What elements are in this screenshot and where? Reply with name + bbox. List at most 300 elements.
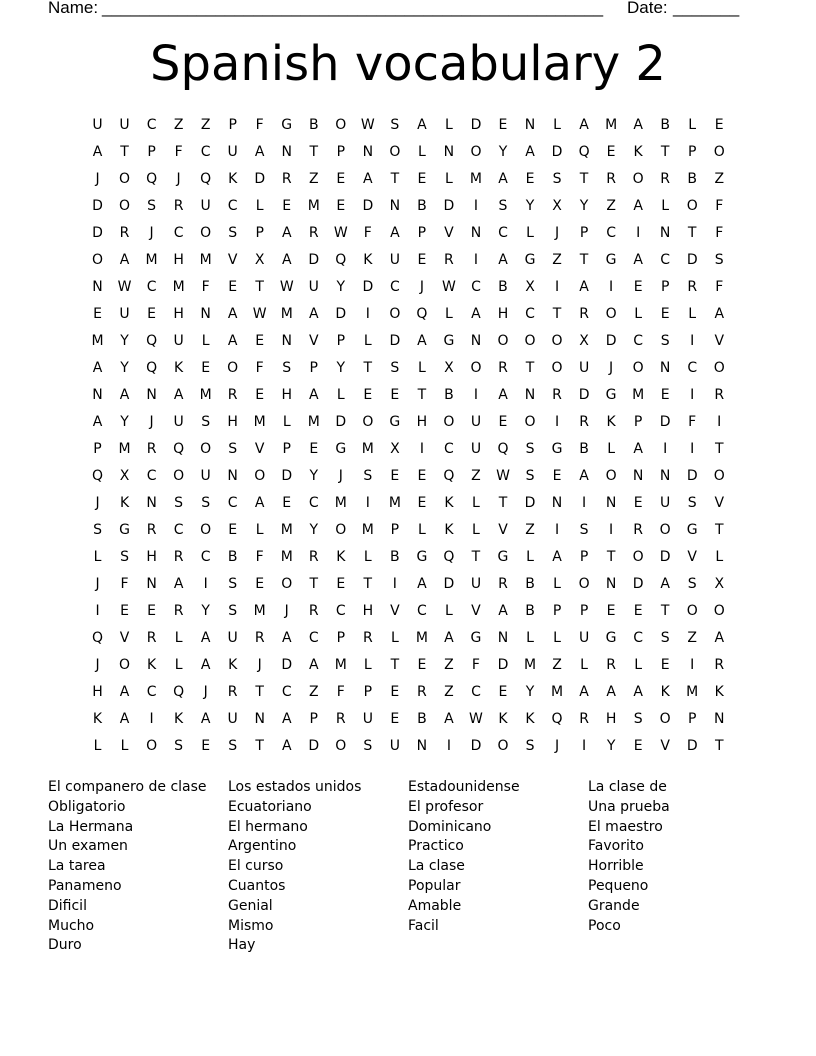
grid-letter: L <box>472 494 480 511</box>
grid-letter: A <box>579 278 589 295</box>
grid-letter: L <box>282 413 291 430</box>
grid-letter: K <box>174 711 184 728</box>
grid-letter: S <box>228 576 238 593</box>
grid-letter: J <box>95 170 100 187</box>
word-list-item: Un examen <box>48 838 128 855</box>
grid-letter: B <box>579 440 589 457</box>
grid-letter: D <box>92 224 103 241</box>
grid-letter: O <box>470 143 482 160</box>
grid-letter: M <box>118 440 131 457</box>
word-list-item: Poco <box>588 917 621 934</box>
grid-letter: C <box>281 684 292 701</box>
grid-letter: E <box>120 603 129 620</box>
grid-letter: U <box>200 467 211 484</box>
grid-letter: D <box>578 386 590 403</box>
grid-letter: K <box>714 684 724 701</box>
grid-letter: B <box>687 170 697 187</box>
grid-letter: V <box>227 251 238 268</box>
grid-letter: Q <box>173 440 185 457</box>
word-list-item: Grande <box>588 897 640 914</box>
grid-letter: X <box>254 251 265 268</box>
grid-letter: T <box>363 359 373 376</box>
grid-letter: Q <box>443 549 455 566</box>
grid-letter: J <box>554 224 560 241</box>
grid-letter: E <box>309 440 319 457</box>
grid-letter: V <box>254 440 265 457</box>
grid-letter: L <box>688 116 697 133</box>
grid-letter: E <box>417 170 427 187</box>
grid-letter: J <box>419 278 424 295</box>
grid-letter: Z <box>552 657 562 674</box>
grid-letter: E <box>633 603 643 620</box>
grid-letter: A <box>471 305 481 322</box>
grid-letter: D <box>605 332 617 349</box>
grid-letter: R <box>254 630 265 647</box>
grid-letter: T <box>390 657 400 674</box>
grid-letter: S <box>579 521 589 538</box>
grid-letter: S <box>174 494 184 511</box>
grid-letter: A <box>254 494 265 511</box>
grid-letter: N <box>92 386 103 403</box>
grid-letter: V <box>714 332 725 349</box>
grid-letter: A <box>92 413 103 430</box>
grid-letter: P <box>660 278 670 295</box>
grid-letter: F <box>174 143 183 160</box>
grid-letter: A <box>281 738 292 755</box>
grid-letter: C <box>146 116 157 133</box>
grid-letter: U <box>578 359 590 376</box>
grid-letter: G <box>335 440 347 457</box>
grid-letter: E <box>390 386 400 403</box>
grid-letter: M <box>605 116 618 133</box>
grid-letter: O <box>524 413 536 430</box>
grid-letter: Q <box>200 170 212 187</box>
word-list-item: Mismo <box>228 917 274 934</box>
grid-letter: R <box>227 684 238 701</box>
grid-letter: Z <box>471 467 481 484</box>
grid-letter: U <box>308 278 319 295</box>
word-list-item: Dominicano <box>408 818 492 835</box>
grid-letter: T <box>498 494 508 511</box>
grid-letter: P <box>579 549 589 566</box>
grid-letter: O <box>200 224 212 241</box>
grid-letter: O <box>389 305 401 322</box>
grid-letter: L <box>120 738 129 755</box>
grid-letter: H <box>605 711 617 728</box>
grid-letter: O <box>713 603 725 620</box>
grid-letter: M <box>280 521 293 538</box>
grid-letter: H <box>416 413 428 430</box>
grid-letter: G <box>686 521 698 538</box>
grid-letter: L <box>93 549 102 566</box>
grid-letter: Q <box>443 467 455 484</box>
grid-letter: X <box>444 359 454 376</box>
grid-letter: T <box>660 143 670 160</box>
grid-letter: C <box>471 278 481 295</box>
grid-letter: E <box>498 116 508 133</box>
grid-letter: Q <box>578 143 590 160</box>
grid-letter: S <box>390 116 400 133</box>
word-list-item: Practico <box>408 838 464 855</box>
grid-letter: P <box>579 224 589 241</box>
grid-letter: E <box>201 738 211 755</box>
grid-letter: P <box>336 630 346 647</box>
grid-letter: A <box>390 224 400 241</box>
grid-letter: G <box>281 116 293 133</box>
grid-letter: A <box>119 251 130 268</box>
grid-letter: F <box>715 224 724 241</box>
grid-letter: I <box>582 738 587 755</box>
grid-letter: R <box>362 630 373 647</box>
grid-letter: E <box>336 197 346 214</box>
grid-letter: T <box>660 603 670 620</box>
word-list-item: Popular <box>408 877 461 894</box>
grid-letter: A <box>227 332 238 349</box>
grid-letter: D <box>281 467 293 484</box>
grid-letter: A <box>200 630 211 647</box>
grid-letter: F <box>471 657 480 674</box>
grid-letter: D <box>362 278 374 295</box>
grid-letter: F <box>201 278 210 295</box>
word-list-item: Genial <box>228 897 273 914</box>
grid-letter: O <box>632 549 644 566</box>
grid-letter: L <box>363 657 372 674</box>
grid-letter: M <box>280 305 293 322</box>
grid-letter: D <box>686 467 698 484</box>
grid-letter: N <box>200 305 211 322</box>
grid-letter: C <box>146 278 157 295</box>
grid-letter: R <box>606 170 616 187</box>
grid-letter: O <box>713 359 725 376</box>
grid-letter: O <box>659 521 671 538</box>
grid-letter: K <box>228 657 238 674</box>
date-blank-line: _______ <box>673 0 740 17</box>
grid-letter: U <box>173 332 184 349</box>
grid-letter: R <box>633 521 643 538</box>
grid-letter: L <box>526 224 534 241</box>
grid-letter: Y <box>120 413 129 430</box>
grid-letter: A <box>579 684 589 701</box>
grid-letter: T <box>390 170 400 187</box>
grid-letter: H <box>173 251 184 268</box>
grid-letter: M <box>307 413 320 430</box>
grid-letter: Z <box>444 684 454 701</box>
grid-letter: S <box>201 413 211 430</box>
grid-letter: X <box>552 197 562 214</box>
grid-letter: E <box>336 170 346 187</box>
grid-letter: Q <box>146 359 158 376</box>
grid-letter: D <box>443 197 455 214</box>
grid-letter: A <box>579 116 589 133</box>
grid-letter: E <box>228 521 238 538</box>
word-list <box>48 778 768 956</box>
grid-letter: E <box>147 603 156 620</box>
grid-letter: L <box>255 197 264 214</box>
grid-letter: R <box>444 251 454 268</box>
grid-letter: L <box>445 116 453 133</box>
grid-letter: M <box>388 494 401 511</box>
grid-letter: M <box>361 521 374 538</box>
grid-letter: B <box>444 386 454 403</box>
grid-letter: E <box>417 251 427 268</box>
grid-letter: L <box>93 738 102 755</box>
word-list-item: La clase de <box>588 779 667 795</box>
grid-letter: N <box>551 494 563 511</box>
grid-letter: N <box>92 278 103 295</box>
grid-letter: R <box>281 170 292 187</box>
grid-letter: G <box>551 440 563 457</box>
grid-letter: I <box>636 224 641 241</box>
grid-letter: G <box>497 549 509 566</box>
grid-letter: N <box>227 467 238 484</box>
grid-letter: Z <box>308 170 319 187</box>
word-list-item: Amable <box>408 897 462 914</box>
grid-letter: Z <box>173 116 184 133</box>
grid-letter: O <box>659 711 671 728</box>
grid-letter: C <box>173 224 184 241</box>
page-title: Spanish vocabulary 2 <box>150 36 666 92</box>
grid-letter: A <box>173 386 184 403</box>
grid-letter: A <box>281 251 292 268</box>
grid-letter: U <box>92 116 103 133</box>
grid-letter: N <box>659 224 671 241</box>
word-list-item: Facil <box>408 917 439 934</box>
grid-letter: L <box>174 630 183 647</box>
grid-letter: U <box>173 413 184 430</box>
grid-letter: K <box>146 657 157 674</box>
grid-letter: C <box>308 630 319 647</box>
grid-letter: S <box>525 467 535 484</box>
grid-letter: D <box>470 116 482 133</box>
grid-letter: N <box>470 332 482 349</box>
grid-letter: E <box>363 386 373 403</box>
grid-letter: P <box>228 116 237 133</box>
grid-letter: O <box>200 440 212 457</box>
grid-letter: W <box>360 116 375 133</box>
grid-letter: N <box>281 332 292 349</box>
grid-letter: K <box>444 494 454 511</box>
grid-letter: I <box>690 440 695 457</box>
grid-letter: A <box>308 657 319 674</box>
grid-letter: C <box>687 359 698 376</box>
grid-letter: J <box>149 224 154 241</box>
grid-letter: O <box>497 332 509 349</box>
grid-letter: A <box>444 711 454 728</box>
grid-letter: F <box>120 576 129 593</box>
grid-letter: S <box>390 359 400 376</box>
grid-letter: L <box>715 549 724 566</box>
grid-letter: J <box>203 684 208 701</box>
grid-letter: S <box>525 738 535 755</box>
grid-letter: P <box>363 684 373 701</box>
grid-letter: E <box>417 657 427 674</box>
grid-letter: C <box>660 251 671 268</box>
grid-letter: A <box>714 305 725 322</box>
word-list-item: Duro <box>48 937 82 954</box>
grid-letter: Y <box>336 278 346 295</box>
grid-letter: T <box>255 738 264 755</box>
grid-letter: H <box>92 684 103 701</box>
grid-letter: J <box>554 738 560 755</box>
grid-letter: A <box>660 576 670 593</box>
grid-letter: C <box>200 549 211 566</box>
grid-letter: E <box>525 170 535 187</box>
grid-letter: K <box>174 359 184 376</box>
grid-letter: B <box>525 576 535 593</box>
grid-letter: S <box>228 738 238 755</box>
grid-letter: O <box>335 116 347 133</box>
grid-letter: R <box>714 386 725 403</box>
grid-letter: O <box>578 576 590 593</box>
grid-letter: D <box>470 738 482 755</box>
grid-letter: R <box>173 549 184 566</box>
grid-letter: I <box>473 251 479 268</box>
grid-letter: U <box>119 305 130 322</box>
grid-letter: A <box>227 305 238 322</box>
grid-letter: F <box>715 197 724 214</box>
grid-letter: J <box>284 603 289 620</box>
grid-letter: T <box>579 251 589 268</box>
grid-letter: J <box>257 657 262 674</box>
word-list-item: El companero de clase <box>48 779 207 795</box>
grid-letter: P <box>336 143 346 160</box>
grid-letter: Y <box>525 197 535 214</box>
grid-letter: I <box>203 576 208 593</box>
grid-letter: Q <box>146 332 158 349</box>
grid-letter: M <box>199 386 212 403</box>
grid-letter: E <box>633 278 643 295</box>
grid-letter: L <box>634 305 643 322</box>
grid-letter: T <box>309 576 319 593</box>
grid-letter: U <box>578 630 590 647</box>
grid-letter: Q <box>173 684 185 701</box>
grid-letter: D <box>308 738 320 755</box>
grid-letter: K <box>363 251 373 268</box>
grid-letter: Y <box>120 332 129 349</box>
word-list-item: Favorito <box>588 838 644 855</box>
grid-letter: E <box>633 494 643 511</box>
grid-letter: O <box>335 738 347 755</box>
word-list-item: El curso <box>228 858 284 875</box>
grid-letter: A <box>633 116 643 133</box>
grid-letter: U <box>470 576 482 593</box>
grid-letter: A <box>92 359 103 376</box>
grid-letter: N <box>713 711 725 728</box>
grid-letter: M <box>334 657 347 674</box>
grid-letter: S <box>714 251 724 268</box>
grid-letter: O <box>605 305 617 322</box>
grid-letter: E <box>714 116 724 133</box>
word-list-item: El profesor <box>408 798 484 815</box>
grid-letter: B <box>525 603 535 620</box>
grid-letter: R <box>146 440 157 457</box>
grid-letter: G <box>443 332 455 349</box>
grid-letter: D <box>497 657 509 674</box>
grid-letter: R <box>579 305 589 322</box>
word-list-item: La clase <box>408 858 465 875</box>
grid-letter: C <box>308 494 319 511</box>
grid-letter: V <box>660 738 670 755</box>
grid-letter: W <box>469 711 483 728</box>
grid-letter: S <box>282 359 292 376</box>
grid-letter: I <box>365 305 370 322</box>
grid-letter: D <box>335 305 347 322</box>
grid-letter: P <box>687 143 697 160</box>
grid-letter: X <box>119 467 130 484</box>
grid-letter: Z <box>525 521 535 538</box>
grid-letter: M <box>172 278 185 295</box>
grid-letter: T <box>714 738 724 755</box>
grid-letter: O <box>713 467 725 484</box>
grid-letter: V <box>119 630 130 647</box>
grid-letter: F <box>688 413 697 430</box>
grid-letter: B <box>308 116 319 133</box>
grid-letter: S <box>525 440 535 457</box>
grid-letter: S <box>660 630 670 647</box>
grid-letter: S <box>147 197 157 214</box>
grid-letter: M <box>253 603 266 620</box>
grid-letter: I <box>663 440 668 457</box>
grid-letter: L <box>255 521 264 538</box>
grid-letter: N <box>659 467 671 484</box>
grid-letter: P <box>309 711 318 728</box>
grid-letter: A <box>498 603 508 620</box>
grid-letter: A <box>498 170 508 187</box>
grid-letter: Y <box>498 143 508 160</box>
grid-letter: E <box>390 711 400 728</box>
grid-letter: V <box>308 332 319 349</box>
grid-letter: E <box>660 305 670 322</box>
grid-letter: E <box>336 576 346 593</box>
grid-letter: P <box>687 711 697 728</box>
grid-letter: R <box>498 576 508 593</box>
grid-letter: Y <box>336 359 346 376</box>
grid-letter: V <box>714 494 725 511</box>
grid-letter: O <box>551 359 563 376</box>
grid-letter: G <box>524 251 536 268</box>
grid-letter: A <box>200 711 211 728</box>
grid-letter: U <box>227 711 238 728</box>
grid-letter: O <box>632 170 644 187</box>
grid-letter: C <box>227 197 238 214</box>
word-list-item: Estadounidense <box>408 779 520 795</box>
header <box>48 0 748 20</box>
grid-letter: Y <box>606 738 616 755</box>
grid-letter: T <box>552 305 562 322</box>
grid-letter: A <box>281 630 292 647</box>
grid-letter: W <box>252 305 267 322</box>
grid-letter: K <box>498 711 508 728</box>
grid-letter: N <box>659 359 671 376</box>
grid-letter: F <box>715 278 724 295</box>
grid-letter: L <box>553 116 561 133</box>
grid-letter: I <box>419 440 424 457</box>
grid-letter: Z <box>200 116 211 133</box>
grid-letter: D <box>659 549 671 566</box>
grid-letter: E <box>606 143 616 160</box>
grid-letter: I <box>609 278 614 295</box>
grid-letter: I <box>95 603 100 620</box>
grid-letter: E <box>255 386 265 403</box>
grid-letter: R <box>579 413 589 430</box>
grid-letter: X <box>390 440 400 457</box>
grid-letter: A <box>633 197 643 214</box>
grid-letter: A <box>281 224 292 241</box>
grid-letter: L <box>661 197 670 214</box>
grid-letter: R <box>227 386 238 403</box>
grid-letter: E <box>633 738 643 755</box>
grid-letter: N <box>146 386 157 403</box>
